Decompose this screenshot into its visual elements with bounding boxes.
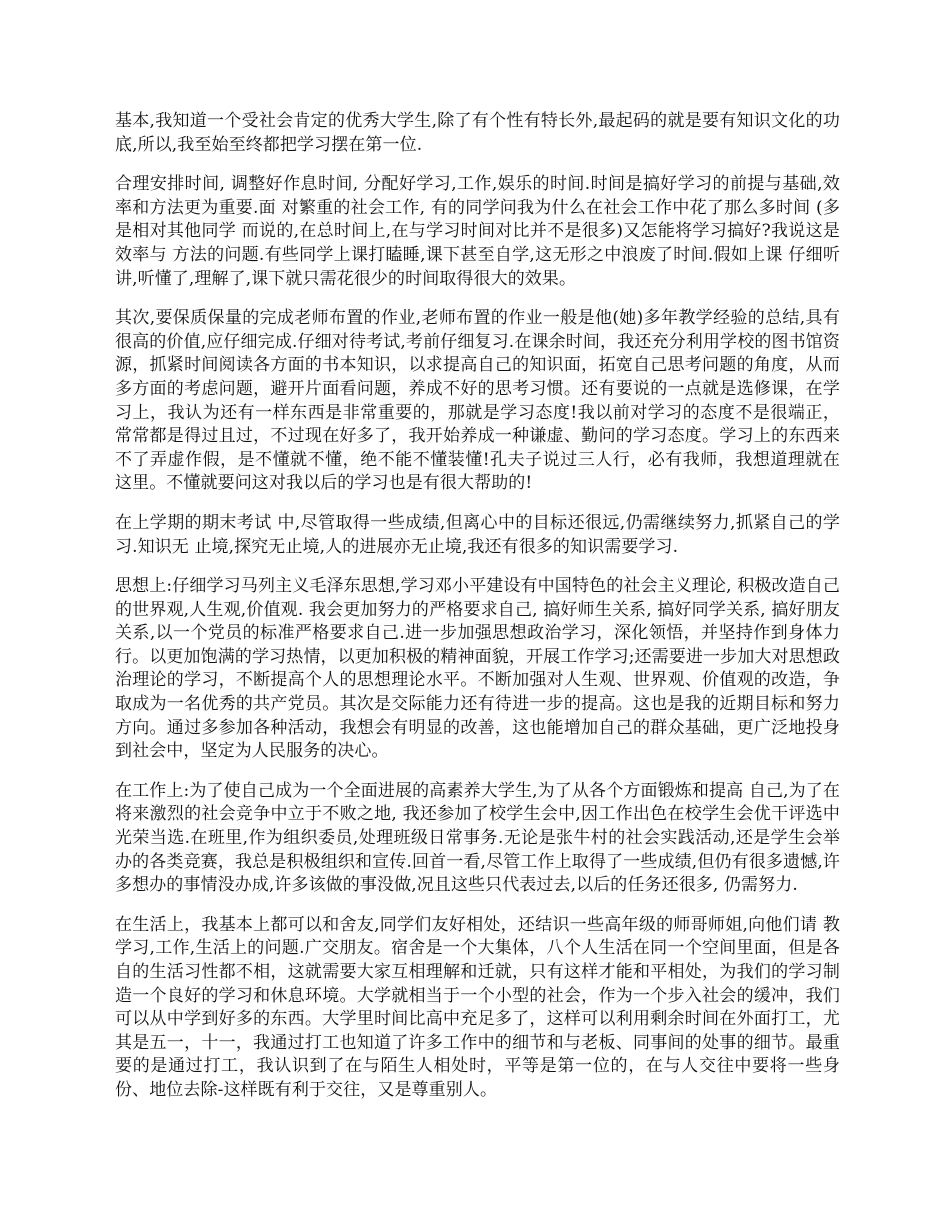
paragraph-homework-attitude: 其次,要保质保量的完成老师布置的作业,老师布置的作业一般是他(她)多年教学经验的总结,具有很高的价值,应仔细完成.仔细对待考试,考前仔细复习.在课余时间，我还充分利用学校的图书馆资源，抓紧时间阅读各方面的书本知识，以求提高自己的知识面，拓宽自己思考问题的角度，从而多方面的考虑问题，避开片面看问题，养成不好的思考习惯。还有要说的一点就是选修课，在学习上，我认为还有一样东西是非常重要的，那就是学习态度!我以前对学习的态度不是很端正，常常都是得过且过，不过现在好多了，我开始养成一种谦虚、勤问的学习态度。学习上的东西来不了弄虚作假，是不懂就不懂，绝不能不懂装懂!孔夫子说过三人行，必有我师，我想道理就在这里。不懂就要问这对我以后的学习也是有很大帮助的! (115, 308, 840, 494)
document-body (115, 110, 840, 1119)
paragraph-time-management: 合理安排时间, 调整好作息时间, 分配好学习,工作,娱乐的时间.时间是搞好学习的前提与基础,效率和方法更为重要.面 对繁重的社会工作, 有的同学问我为什么在社会工作中花了那么多时间 (多是相对其他同学 而说的,在总时间上,在与学习时间对比并不是很多)又怎能将学习搞好?我说这是效率与 方法的问题.有些同学上课打瞌睡,课下甚至自学,这无形之中浪废了时间.假如上课 仔细听讲,听懂了,理解了,课下就只需花很少的时间取得很大的效果。 (115, 174, 840, 289)
paragraph-work: 在工作上:为了使自己成为一个全面进展的高素养大学生,为了从各个方面锻炼和提高 自己,为了在将来激烈的社会竞争中立于不败之地, 我还参加了校学生会中,因工作出色在校学生会优干评选中光荣当选.在班里,作为组织委员,处理班级日常事务.无论是张牛村的社会实践活动,还是学生会举办的各类竞赛，我总是积极组织和宣传.回首一看,尽管工作上取得了一些成绩,但仍有很多遗憾,许多想办的事情没办成,许多该做的事没做,况且这些只代表过去,以后的任务还很多, 仍需努力. (115, 780, 840, 896)
paragraph-life: 在生活上，我基本上都可以和舍友,同学们友好相处，还结识一些高年级的师哥师姐,向他们请 教学习,工作,生活上的问题.广交朋友。宿舍是一个大集体，八个人生活在同一个空间里面，但是各自的生活习性都不相，这就需要大家互相理解和迁就，只有这样才能和平相处，为我们的学习制造一个良好的学习和休息环境。大学就相当于一个小型的社会，作为一个步入社会的缓冲，我们可以从中学到好多的东西。大学里时间比高中充足多了，这样可以利用剩余时间在外面打工，尤其是五一，十一，我通过打工也知道了许多工作中的细节和与老板、同事间的处事的细节。最重要的是通过打工，我认识到了在与陌生人相处时，平等是第一位的，在与人交往中要将一些身份、地位去除-这样既有利于交往，又是尊重别人。 (115, 914, 840, 1100)
paragraph-exam-results: 在上学期的期末考试 中,尽管取得一些成绩,但离心中的目标还很远,仍需继续努力,抓紧自己的学习.知识无 止境,探究无止境,人的进展亦无止境,我还有很多的知识需要学习. (115, 512, 840, 557)
paragraph-study-priority: 基本,我知道一个受社会肯定的优秀大学生,除了有个性有特长外,最起码的就是要有知识文化的功底,所以,我至始至终都把学习摆在第一位. (115, 111, 840, 155)
paragraph-ideology: 思想上:仔细学习马列主义毛泽东思想,学习邓小平建设有中国特色的社会主义理论, 积极改造自己的世界观,人生观,价值观. 我会更加努力的严格要求自己, 搞好师生关系, 搞好同学关系, 搞好朋友关系,以一个党员的标准严格要求自己.进一步加强思想政治学习，深化领悟，并坚持作到身体力行。以更加饱满的学习热情，以更加积极的精神面貌，开展工作学习;还需要进一步加大对思想政治理论的学习，不断提高个人的思想理论水平。不断加强对人生观、世界观、价值观的改造，争取成为一名优秀的共产党员。其次是交际能力还有待进一步的提高。这也是我的近期目标和努力方向。通过多参加各种活动，我想会有明显的改善，这也能增加自己的群众基础，更广泛地投身到社会中，坚定为人民服务的决心。 (115, 576, 840, 762)
